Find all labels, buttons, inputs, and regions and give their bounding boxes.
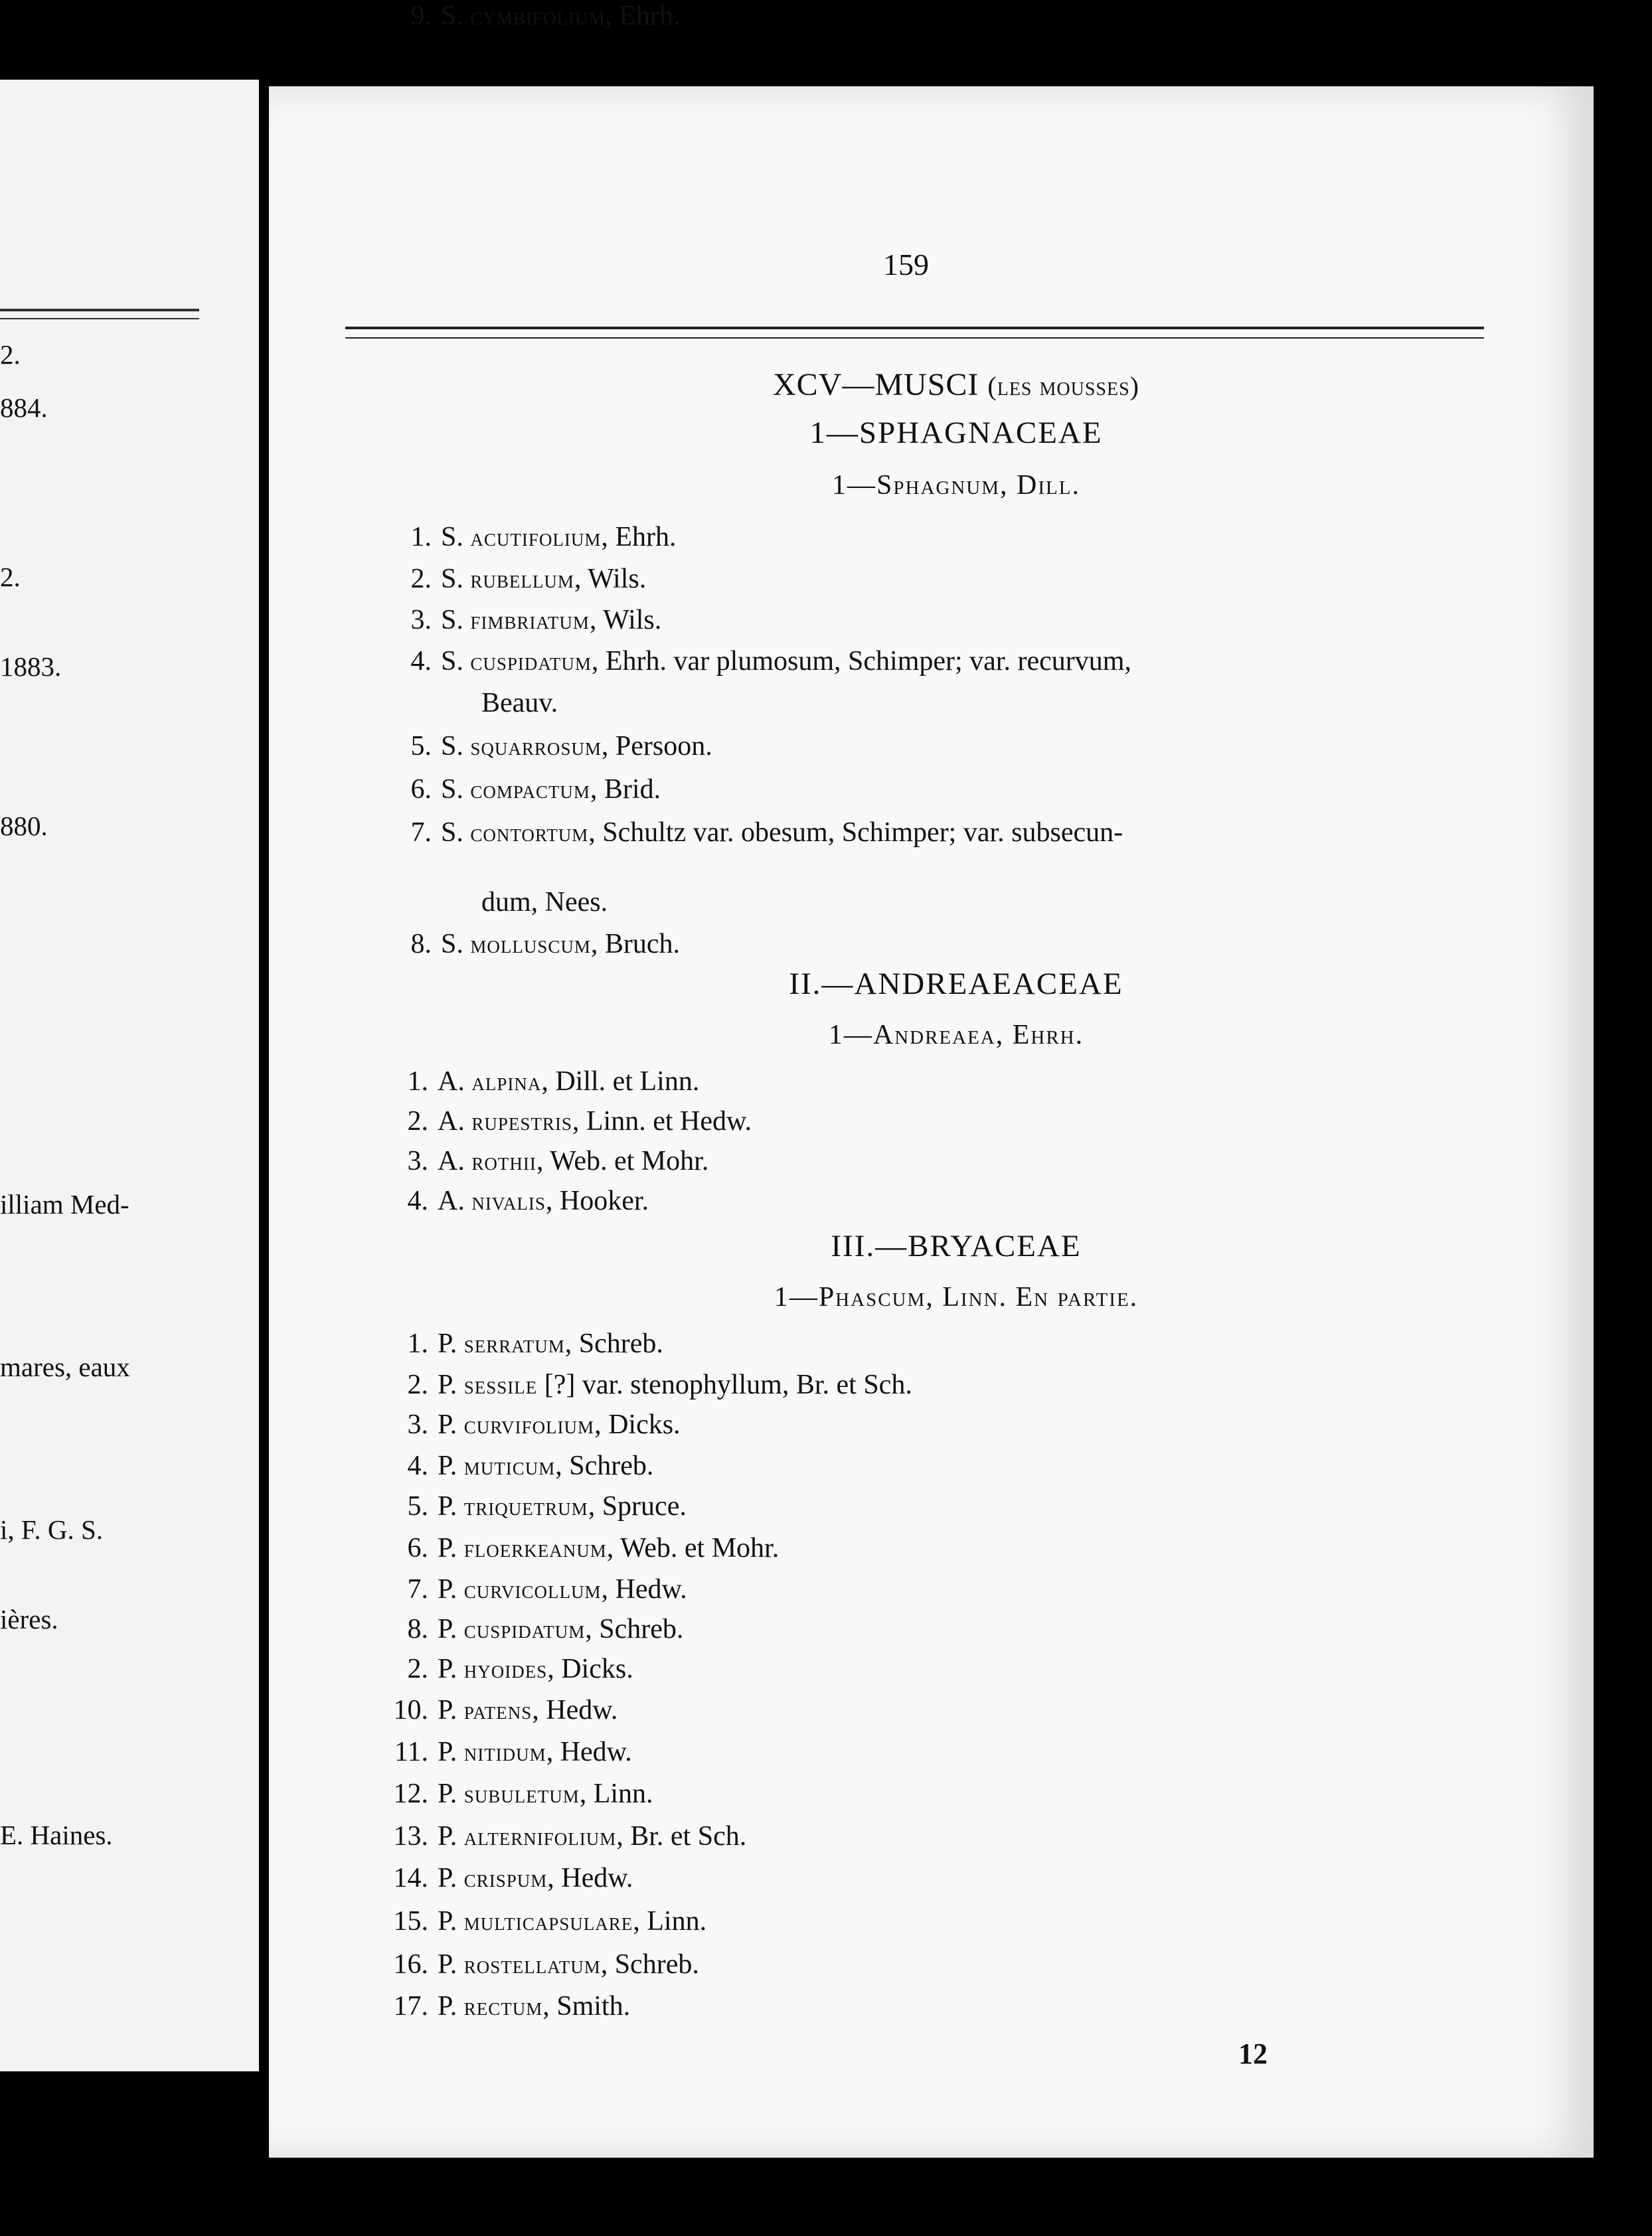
species-entry-continuation: dum, Nees. — [481, 887, 608, 918]
genus-initial: P. — [438, 1737, 464, 1767]
species-entry — [382, 1532, 779, 1564]
species-epithet: cymbifolium — [470, 3, 606, 31]
species-epithet: rostellatum — [463, 1951, 601, 1979]
genus-initial: S. — [441, 929, 471, 959]
genus-initial: S. — [441, 1, 471, 31]
species-entry — [385, 928, 680, 960]
entry-number: 11. — [394, 1737, 428, 1767]
species-entry — [382, 1145, 708, 1177]
genus-initial: P. — [438, 1328, 464, 1359]
species-authority: , Schultz var. obesum, Schimper; var. subsecun- — [588, 817, 1123, 848]
facing-page-line: ières. — [0, 1604, 58, 1635]
genus-initial: A. — [438, 1186, 472, 1216]
species-authority: , Bruch. — [590, 929, 681, 959]
facing-page-line: 880. — [0, 811, 48, 841]
species-authority: , Linn. — [579, 1779, 653, 1809]
species-entry — [382, 1990, 630, 2022]
species-authority: , Schreb. — [585, 1614, 684, 1644]
species-authority: , Web. et Mohr. — [606, 1533, 780, 1563]
entry-number: 9. — [410, 1, 432, 31]
entry-number: 6. — [410, 774, 432, 805]
species-epithet: patens — [463, 1697, 533, 1725]
genus-initial: P. — [438, 1614, 464, 1644]
species-epithet: rubellum — [470, 566, 574, 594]
entry-number: 4. — [407, 1451, 428, 1481]
entry-number: 1. — [410, 522, 432, 552]
species-authority: , Dicks. — [547, 1654, 633, 1684]
species-epithet: rectum — [463, 1993, 543, 2021]
genus-initial: P. — [438, 1863, 464, 1893]
species-entry — [382, 1450, 653, 1482]
facing-page-line: illiam Med- — [0, 1189, 129, 1220]
species-epithet: alpina — [471, 1068, 542, 1096]
genus-heading: 1—Sphagnum, Dill. — [832, 470, 1080, 501]
genus-initial: A. — [438, 1146, 472, 1176]
species-authority: , Hedw. — [601, 1574, 687, 1605]
facing-page-line: i, F. G. S. — [0, 1514, 104, 1545]
species-authority: , Hooker. — [545, 1186, 649, 1216]
species-entry — [382, 1778, 653, 1810]
species-authority: , Dill. et Linn. — [541, 1066, 700, 1097]
facing-page-line: mares, eaux — [0, 1352, 130, 1382]
genus-initial: S. — [441, 522, 471, 552]
species-authority: , Linn. — [633, 1906, 707, 1937]
species-entry — [385, 0, 681, 32]
signature-mark: 12 — [1238, 2037, 1268, 2070]
genus-initial: P. — [438, 1821, 464, 1852]
genus-initial: P. — [438, 1409, 464, 1440]
genus-initial: P. — [438, 1949, 464, 1980]
species-epithet: crispum — [463, 1865, 548, 1893]
species-entry — [385, 817, 1123, 848]
species-entry — [382, 1949, 699, 1980]
species-entry — [385, 604, 661, 636]
genus-heading: 1—Andreaea, Ehrh. — [828, 1020, 1084, 1050]
entry-number: 5. — [407, 1491, 428, 1522]
species-epithet: rupestris — [471, 1108, 572, 1136]
species-authority: , Spruce. — [588, 1491, 687, 1522]
species-epithet: nivalis — [471, 1188, 546, 1216]
entry-number: 3. — [410, 605, 432, 635]
species-epithet: fimbriatum — [470, 607, 590, 635]
entry-number: 3. — [407, 1146, 428, 1176]
species-authority: [?] var. stenophyllum, Br. et Sch. — [537, 1370, 912, 1400]
species-epithet: curvifolium — [463, 1411, 595, 1439]
species-entry — [382, 1185, 649, 1217]
species-authority: , Hedw. — [546, 1737, 632, 1767]
genus-initial: P. — [438, 1370, 464, 1400]
species-epithet: serratum — [463, 1330, 565, 1358]
genus-initial: S. — [441, 817, 471, 848]
species-authority: , Smith. — [542, 1991, 631, 2022]
species-authority: , Ehrh. — [601, 522, 677, 552]
species-authority: , Br. et Sch. — [616, 1821, 747, 1852]
genus-initial: A. — [438, 1106, 472, 1137]
species-authority: , Brid. — [590, 774, 661, 805]
species-entry — [382, 1369, 912, 1401]
entry-number: 12. — [393, 1779, 428, 1809]
entry-number: 2. — [407, 1106, 428, 1137]
species-authority: , Hedw. — [532, 1695, 618, 1725]
species-entry — [382, 1905, 706, 1937]
species-entry — [382, 1328, 663, 1360]
genus-initial: S. — [441, 774, 471, 805]
species-authority: , Linn. et Hedw. — [572, 1106, 752, 1137]
species-entry — [382, 1105, 752, 1137]
species-entry — [382, 1820, 746, 1852]
species-authority: , Ehrh. var plumosum, Schimper; var. recurvum, — [591, 646, 1131, 677]
family-heading: II.—ANDREAEACEAE — [789, 967, 1123, 1001]
genus-initial: P. — [438, 1574, 464, 1605]
entry-number: 8. — [407, 1614, 428, 1644]
species-epithet: contortum — [470, 819, 589, 847]
genus-initial: P. — [438, 1695, 464, 1725]
species-authority: , Persoon. — [601, 731, 712, 761]
species-entry — [382, 1736, 632, 1768]
genus-initial: S. — [441, 646, 471, 677]
species-authority: , Schreb. — [564, 1328, 663, 1359]
genus-initial: P. — [438, 1491, 464, 1522]
species-entry — [382, 1694, 618, 1726]
section-title-french: (les mousses) — [987, 371, 1139, 401]
species-epithet: cuspidatum — [463, 1616, 586, 1644]
species-authority: , Dicks. — [594, 1409, 681, 1440]
entry-number: 1. — [407, 1328, 428, 1359]
species-entry — [382, 1409, 681, 1441]
section-title — [269, 366, 1643, 403]
genus-initial: P. — [438, 1533, 464, 1563]
facing-page-line: 884. — [0, 392, 48, 423]
entry-number: 17. — [393, 1991, 428, 2022]
section-title-latin: XCV—MUSCI — [773, 367, 988, 402]
entry-number: 7. — [407, 1574, 428, 1605]
entry-number: 1. — [407, 1066, 428, 1097]
species-entry — [385, 521, 677, 553]
genus-initial: S. — [441, 564, 471, 594]
species-epithet: nitidum — [463, 1739, 546, 1767]
species-epithet: rothii — [471, 1148, 537, 1176]
family-heading: 1—SPHAGNACEAE — [809, 416, 1103, 450]
species-epithet: squarrosum — [470, 733, 602, 761]
entry-number: 15. — [393, 1906, 428, 1937]
species-entry — [382, 1066, 699, 1097]
genus-heading: 1—Phascum, Linn. En partie. — [774, 1282, 1139, 1313]
header-rule — [345, 327, 1484, 339]
facing-page-line: 1883. — [0, 651, 62, 682]
species-entry — [385, 730, 712, 762]
species-entry — [382, 1613, 683, 1645]
species-entry — [385, 773, 661, 805]
species-authority: , Web. et Mohr. — [536, 1146, 709, 1176]
entry-number: 14. — [393, 1863, 428, 1893]
species-authority: , Ehrh. — [605, 1, 681, 31]
facing-page-rule — [0, 309, 199, 319]
species-entry — [382, 1573, 687, 1605]
species-authority: , Wils. — [574, 564, 647, 594]
species-epithet: acutifolium — [470, 524, 602, 552]
genus-initial: A. — [438, 1066, 472, 1097]
species-epithet: curvicollum — [463, 1576, 602, 1604]
species-authority: , Hedw. — [547, 1863, 633, 1893]
facing-page-line: 2. — [0, 562, 21, 592]
genus-initial: P. — [438, 1779, 464, 1809]
facing-page-fragment — [0, 80, 259, 2071]
species-epithet: muticum — [463, 1453, 556, 1480]
entry-number: 8. — [410, 929, 432, 959]
entry-number: 7. — [410, 817, 432, 848]
entry-number: 16. — [393, 1949, 428, 1980]
species-epithet: molluscum — [470, 931, 591, 959]
species-epithet: cuspidatum — [470, 648, 592, 676]
species-entry — [385, 645, 1131, 677]
species-authority: , Schreb. — [555, 1451, 654, 1481]
species-authority: , Schreb. — [600, 1949, 699, 1980]
species-epithet: subuletum — [463, 1781, 580, 1808]
species-epithet: triquetrum — [463, 1493, 588, 1521]
entry-number: 5. — [410, 731, 432, 761]
page-number: 159 — [883, 248, 929, 281]
family-heading: III.—BRYACEAE — [831, 1229, 1082, 1263]
species-entry — [385, 563, 646, 595]
genus-initial: P. — [438, 1906, 464, 1937]
entry-number: 3. — [407, 1409, 428, 1440]
entry-number: 2. — [407, 1654, 428, 1684]
entry-number: 2. — [410, 564, 432, 594]
genus-initial: P. — [438, 1991, 464, 2022]
genus-initial: S. — [441, 605, 471, 635]
facing-page-line: E. Haines. — [0, 1820, 113, 1850]
entry-number: 2. — [407, 1370, 428, 1400]
species-authority: , Wils. — [589, 605, 662, 635]
genus-initial: P. — [438, 1451, 464, 1481]
entry-number: 4. — [407, 1186, 428, 1216]
species-epithet: alternifolium — [463, 1823, 617, 1851]
species-epithet: compactum — [470, 776, 590, 804]
facing-page-line: 2. — [0, 339, 21, 370]
species-epithet: multicapsulare — [463, 1908, 633, 1936]
entry-number: 6. — [407, 1533, 428, 1563]
species-entry — [382, 1490, 687, 1522]
species-epithet: hyoides — [463, 1656, 548, 1684]
entry-number: 13. — [393, 1821, 428, 1852]
entry-number: 10. — [393, 1695, 428, 1725]
species-entry — [382, 1862, 633, 1894]
genus-initial: S. — [441, 731, 471, 761]
entry-number: 4. — [410, 646, 432, 677]
genus-initial: P. — [438, 1654, 464, 1684]
species-entry-continuation: Beauv. — [481, 688, 558, 718]
species-epithet: floerkeanum — [463, 1535, 607, 1563]
species-epithet: sessile — [463, 1372, 538, 1399]
species-entry — [382, 1653, 633, 1685]
